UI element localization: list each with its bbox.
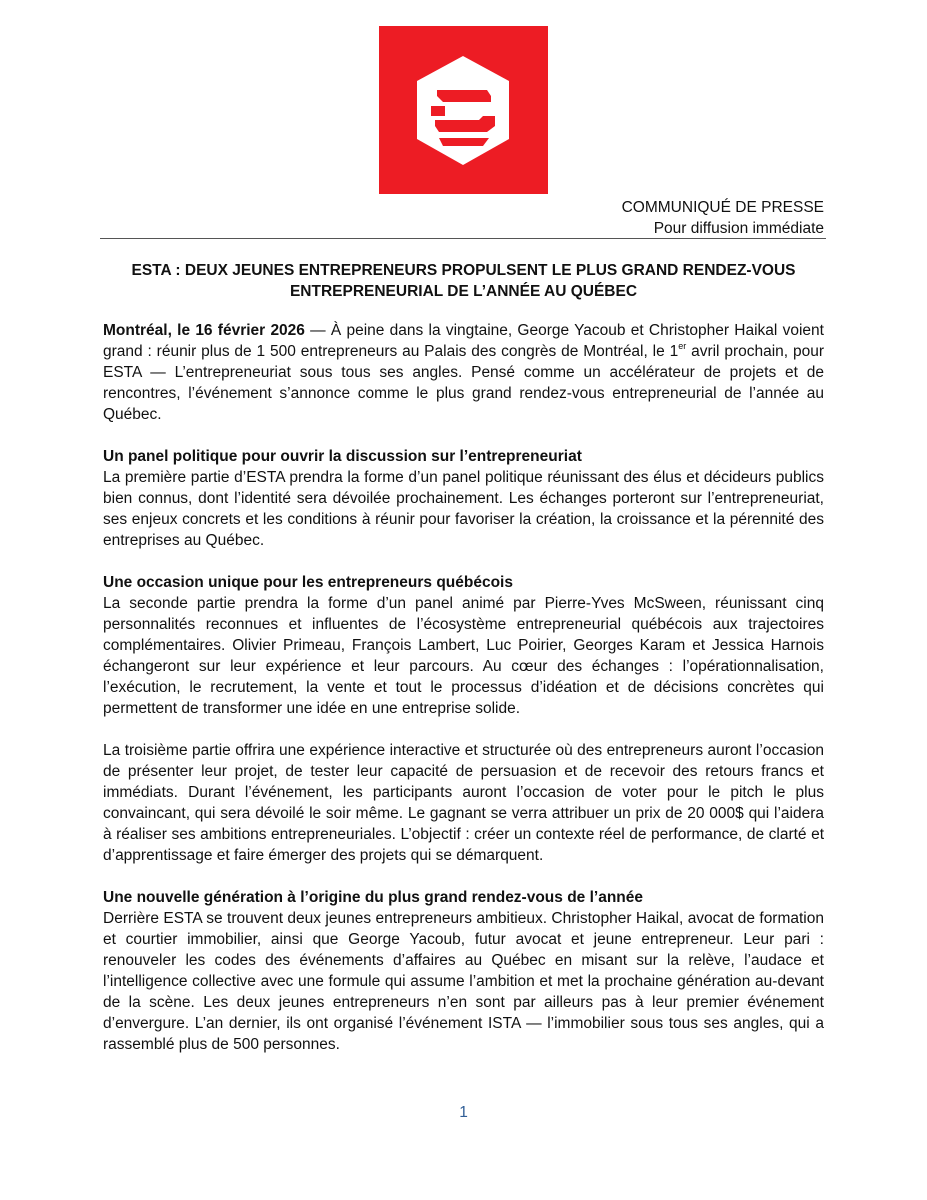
esta-logo xyxy=(379,26,548,194)
section-text: Derrière ESTA se trouvent deux jeunes entrepreneurs ambitieux. Christopher Haikal, avocat de formation et courtier immobilier, ainsi que George Yacoub, futur avocat et jeune entrepreneur. Leur pari : renouveler les codes des événements d’affaires au Québec en misant sur la relève, l’audace et l’intelligence collective avec une formule qui assume l’ambition et met la prochaine génération au-devant de la scène. Les deux jeunes entrepreneurs n’en sont par ailleurs pas à leur premier événement d’envergure. L’an dernier, ils ont organisé l’événement ISTA — l’immobilier sous tous ses angles, qui a rassemblé plus de 500 personnes. xyxy=(103,910,824,1053)
section-text: La troisième partie offrira une expérience interactive et structurée où des entrepreneurs auront l’occasion de présenter leur projet, de tester leur capacité de persuasion et de recevoir des retours francs et immédiats. Durant l’événement, les participants auront l’occasion de voter pour le pitch le plus convaincant, qui sera dévoilé le soir même. Le gagnant se verra attribuer un prix de 20 000$ qui l’aidera à réaliser ses ambitions entrepreneuriales. L’objectif : créer un contexte réel de performance, de clarté et d’apprentissage et faire émerger des projets qui se démarquent. xyxy=(103,742,824,864)
release-timing: Pour diffusion immédiate xyxy=(653,220,824,237)
dateline: Montréal, le 16 février 2026 xyxy=(103,322,305,339)
title-line-2: ENTREPRENEURIAL DE L’ANNÉE AU QUÉBEC xyxy=(289,283,638,300)
press-release-label: COMMUNIQUÉ DE PRESSE xyxy=(621,199,824,216)
section-heading: Un panel politique pour ouvrir la discussion sur l’entrepreneuriat xyxy=(103,448,582,465)
page-number: 1 xyxy=(459,1104,468,1121)
title-line-1: ESTA : DEUX JEUNES ENTREPRENEURS PROPULSENT LE PLUS GRAND RENDEZ-VOUS xyxy=(131,262,796,279)
intro-text-part-1: — À peine dans la vingtaine, George Yacoub et Christopher Haikal voient grand : réunir plus de 1 500 entrepreneurs au Palais des congrès de Montréal, le 1 xyxy=(103,322,824,360)
ordinal-superscript: er xyxy=(678,340,687,351)
section-text: La seconde partie prendra la forme d’un panel animé par Pierre-Yves McSween, réunissant cinq personnalités reconnues et influentes de l’écosystème entrepreneurial québécois aux trajectoires complémentaires. Olivier Primeau, François Lambert, Luc Poirier, Georges Karam et Jessica Harnois échangeront sur leur expérience et leur parcours. Au cœur des échanges : l’opérationnalisation, l’exécution, le recrutement, la vente et tout le processus d’idéation et de décisions concrètes qui permettent de transformer une idée en une entreprise solide. xyxy=(103,595,824,717)
section-heading: Une occasion unique pour les entrepreneurs québécois xyxy=(103,574,513,591)
press-release-title xyxy=(103,260,824,302)
esta-logo-mark xyxy=(379,26,548,194)
section-text: La première partie d’ESTA prendra la forme d’un panel politique réunissant des élus et décideurs publics bien connus, dont l’identité sera dévoilée prochainement. Les échanges porteront sur l’entrepreneuriat, ses enjeux concrets et les conditions à réunir pour favoriser la création, la croissance et la pérennité des entreprises au Québec. xyxy=(103,469,824,549)
press-release-header xyxy=(622,197,824,239)
intro-text-part-2: avril prochain, pour ESTA — L’entrepreneuriat sous tous ses angles. Pensé comme un accélérateur de projets et de rencontres, l’événement s’annonce comme le plus grand rendez-vous entrepreneurial de l’année au Québec. xyxy=(103,343,824,423)
section-unique-occasion xyxy=(103,572,824,719)
section-new-generation xyxy=(103,887,824,1055)
section-political-panel xyxy=(103,446,824,551)
intro-paragraph xyxy=(103,320,824,425)
header-divider xyxy=(100,238,826,239)
section-pitch-competition xyxy=(103,740,824,866)
press-release-body xyxy=(103,320,824,1076)
section-heading: Une nouvelle génération à l’origine du plus grand rendez-vous de l’année xyxy=(103,889,644,906)
